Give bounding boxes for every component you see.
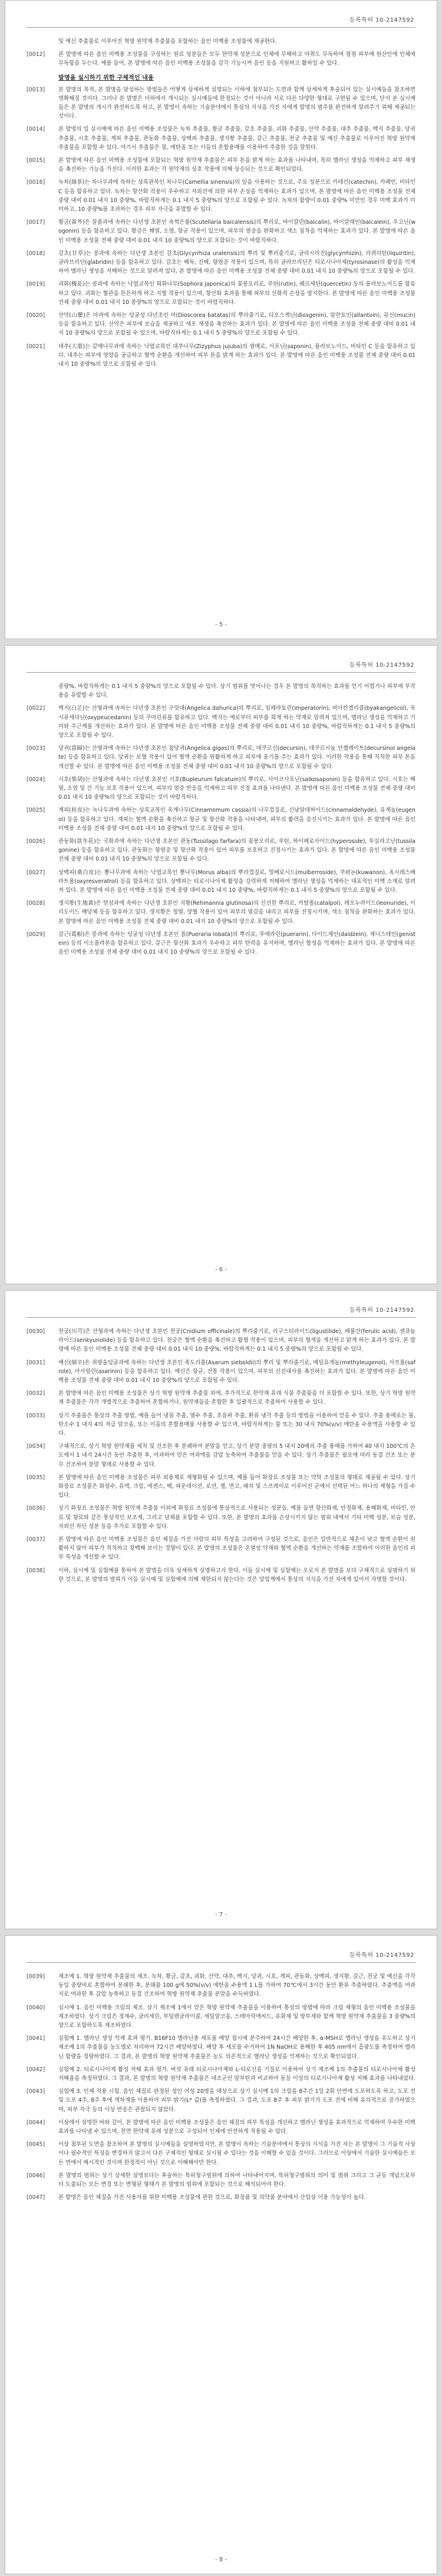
paragraph [27,2003,415,2031]
paragraph-text: 상기 추출물은 통상의 추출 방법, 예를 들어 냉침 추출, 열수 추출, 초음파 추출, 환류 냉각 추출 등의 방법을 이용하여 얻을 수 있다. 추출 용매로는 물, 탄소수 1 내지 4의 저급 알코올, 또는 이들의 혼합용매를 사용할 수 있으며, 바람직하게는 물 또는 30 내지 70%(v/v) 에탄올 수용액을 사용할 수 있다. [58,1412,415,1437]
paragraph-number: [0012] [27,51,45,58]
page-body [27,682,415,1256]
paragraph [27,2034,415,2061]
paragraph [27,744,415,771]
paragraph-text: 당귀(當歸)는 산형과에 속하는 다년생 초본인 참당귀(Angelica gigas)의 뿌리로, 데쿠르신(decursin), 데쿠르시놀 안젤레이트(decursinol angelate) 등을 함유하고 있다. 당귀는 보혈 작용이 있어 혈액 순환을 원활하게 하고 피부에 윤기를 주는 효과가 있다. 이러한 작용을 통해 칙칙한 피부 톤을 개선할 수 있다. 본 발명에 따른 음인 미백용 조성물 전체 중량 대비 0.01 내지 10 중량%의 양으로 포함될 수 있다. [58,745,415,770]
paragraph-number: [0013] [27,86,45,93]
paragraph-number: [0019] [27,281,45,288]
paragraph [27,311,415,338]
paragraph [27,2118,415,2136]
paragraph-text: 이하, 실시예 및 실험예를 통하여 본 발명을 더욱 상세하게 설명하고자 한다. 이들 실시예 및 실험예는 오로지 본 발명을 보다 구체적으로 설명하기 위한 것으로, 본 발명의 범위가 이들 실시예 및 실험예에 의해 제한되지 않는다는 것은 당업계에서 통상의 지식을 가진 자에게 있어서 자명할 것이다. [58,1567,415,1583]
paragraph [27,218,415,245]
paragraph [27,704,415,740]
paragraph-text: 상기 화장료 조성물은 혁방 원약재 추출물 이외에 화장료 조성물에 통상적으로 사용되는 성분들, 예를 들면 항산화제, 안정화제, 용해화제, 비타민, 안료 및 향료와 같은 통상적인 보조제, 그리고 담체를 포함할 수 있다. 또한, 본 발명의 효과를 손상시키지 않는 범위 내에서 기타 미백 성분, 보습 성분, 자외선 차단 성분 등을 추가로 포함할 수 있다. [58,1505,415,1530]
paragraph-number: [0021] [27,343,45,350]
paragraph-number: [0040] [27,2004,45,2011]
paragraph [27,178,415,214]
paragraph-text: 실험예 2. 티로시나아제 활성 저해 효과 평가. 버섯 유래 티로시나아제와 L-티로신을 기질로 이용하여 상기 제조예 1의 추출물의 티로시나아제 활성 저해율을 측정하였다. 그 결과, 본 발명의 혁방 원약재 추출물은 대조군인 알부틴과 비교하여 동등 이상의 티로시나아제 활성 저해 효과를 나타내었다. [58,2066,415,2082]
paragraph-number: [0045] [27,2141,45,2148]
paragraph-number: [0030] [27,1328,45,1335]
patent-number: 등록특허 10-2147592 [349,1952,414,1959]
paragraph-text: 갈근(葛根)은 콩과에 속하는 덩굴성 다년생 초본인 칡(Pueraria lobata)의 뿌리로, 푸에라린(puerarin), 다이드제인(daidzein), 제니스테인(genistein) 등의 이소플라본을 함유하고 있다. 갈근은 항산화 효과가 우수하고 피부 탄력을 유지하며, 멜라닌 합성을 억제하는 효과가 있다. 본 발명에 따른 음인 미백용 조성물 전체 중량 대비 0.01 내지 10 중량%의 양으로 포함될 수 있다. [58,931,415,956]
paragraph [27,50,415,68]
paragraph-text: 대추(大棗)는 갈매나무과에 속하는 낙엽교목인 대추나무(Zizyphus jujuba)의 열매로, 사포닌(saponin), 플라보노이드, 비타민 C 등을 함유하고 있다. 대추는 피부에 영양을 공급하고 혈액 순환을 개선하여 피부 톤을 밝게 하는 효과가 있다. 본 발명에 따른 음인 미백용 조성물 전체 중량 대비 0.01 내지 10 중량%의 양으로 포함될 수 있다. [58,343,415,368]
paragraph-text: 시호(柴胡)는 산형과에 속하는 다년생 초본인 시호(Bupleurum falcatum)의 뿌리로, 사이코사포닌(saikosaponin) 등을 함유하고 있다. 시호는 해열, 소염 및 간 기능 보호 작용이 있으며, 피부의 염증 반응을 억제하고 피부 진정 효과를 나타낸다. 본 발명에 따른 음인 미백용 조성물 전체 중량 대비 0.01 내지 10 중량%의 양으로 포함되는 것이 바람직하다. [58,776,415,801]
paragraph-text: 이상 첨부된 도면을 참조하여 본 발명의 실시예들을 설명하였지만, 본 발명이 속하는 기술분야에서 통상의 지식을 가진 자는 본 발명이 그 기술적 사상이나 필수적인 특징을 변경하지 않고서 다른 구체적인 형태로 실시될 수 있다는 것을 이해할 수 있을 것이다. 그러므로 이상에서 기술한 실시예들은 모든 면에서 예시적인 것이며 한정적이 아닌 것으로 이해해야만 한다. [58,2141,415,2166]
paragraph [27,249,415,276]
paragraph [27,1972,415,1999]
paragraph-text: 제조예 1. 혁방 원약재 추출물의 제조. 녹차, 황금, 감초, 괴화, 산약, 대추, 백지, 당귀, 시호, 계피, 관동화, 상백피, 생지황, 갈근, 천궁 및 예신을 각각 동일 중량비로 혼합하여 분쇄한 후, 분쇄물 100 g에 50%(v/v) 에탄올 수용액 1 L를 가하여 70℃에서 3시간 동안 환류 추출하였다. 추출액을 여과지로 여과한 후 감압 농축하고 동결 건조하여 혁방 원약재 추출물 분말을 수득하였다. [58,1973,415,1998]
paragraph [27,1411,415,1439]
paragraph-text: 생지황(生地黃)은 현삼과에 속하는 다년생 초본인 지황(Rehmannia glutinosa)의 신선한 뿌리로, 카탈폴(catalpol), 레오누라이드(leonuride), 이리도이드 배당체 등을 함유하고 있다. 생지황은 청열, 양혈 작용이 있어 피부의 열감을 내리고 피부를 진정시키며, 색소 침착을 완화하는 효과가 있다. 본 발명에 따른 음인 미백용 조성물 전체 중량 대비 0.01 내지 10 중량%의 양으로 포함될 수 있다. [58,900,415,925]
paragraph-text: 본 발명에 따른 음인 미백용 조성물에 포함되는 혁방 원약재 추출물은 피부 톤을 밝게 하는 효과를 나타내며, 특히 멜라닌 생성을 억제하고 피부 재생을 촉진하는 기능을 가진다. 이러한 효과는 각 원약재의 상호 작용에 의해 상승되는 것으로 확인되었다. [58,157,415,173]
paragraph [27,2193,415,2202]
paragraph-text: 본 발명에 따른 음인 미백용 조성물은 피부 외용제로 제형화될 수 있으며, 예를 들어 화장료 조성물 또는 약학 조성물의 형태로 제공될 수 있다. 상기 화장료 조성물은 화장수, 유액, 크림, 에센스, 팩, 파운데이션, 로션, 젤, 연고, 패치 및 스프레이로 이루어진 군에서 선택된 어느 하나의 제형을 가질 수 있다. [58,1474,415,1499]
paragraph-number: [0023] [27,745,45,752]
paragraph-number: [0027] [27,869,45,876]
paragraph [27,2171,415,2189]
paragraph-number: [0046] [27,2172,45,2179]
paragraph [27,806,415,833]
paragraph-text: 천궁(川芎)은 산형과에 속하는 다년생 초본인 천궁(Cnidium officinale)의 뿌리줄기로, 리구스티라이드(ligustilide), 페룰산(ferulic acid), 센큐놀라이드(senkyunolide) 등을 함유하고 있다. 천궁은 혈액 순환을 촉진하고 활혈 작용이 있으며, 피부의 혈색을 개선하고 맑게 하는 효과가 있다. 본 발명에 따른 음인 미백용 조성물 전체 중량 대비 0.01 내지 10 중량%, 바람직하게는 0.1 내지 5 중량%의 양으로 포함될 수 있다. [58,1328,415,1353]
paragraph-number: [0029] [27,931,45,938]
paragraph [27,1566,415,1584]
document-page-1 [5,0,437,639]
paragraph-text: 산약(山藥)은 마과에 속하는 덩굴성 다년초인 마(Dioscorea batatas)의 뿌리줄기로, 디오스게닌(diosgenin), 알란토인(allantoin), 뮤신(mucin) 등을 함유하고 있다. 산약은 피부에 보습을 제공하고 세포 재생을 촉진하는 효과가 있다. 본 발명에 따른 음인 미백용 조성물 전체 중량 대비 0.01 내지 10 중량%의 양으로 포함될 수 있으며, 바람직하게는 0.1 내지 5 중량%의 양으로 포함될 수 있다. [58,312,415,337]
paragraph-number: [0031] [27,1359,45,1366]
paragraph-number: [0017] [27,219,45,226]
paragraph-text: 본 발명의 범위는 상기 상세한 설명보다는 후술하는 특허청구범위에 의하여 나타내어지며, 특허청구범위의 의미 및 범위 그리고 그 균등 개념으로부터 도출되는 모든 변경 또는 변형된 형태가 본 발명의 범위에 포함되는 것으로 해석되어야 한다. [58,2172,415,2188]
paragraph-number: [0032] [27,1390,45,1397]
paragraph [27,125,415,152]
paragraph [27,85,415,121]
paragraph-number: [0018] [27,250,45,257]
paragraph-number: [0038] [27,1567,45,1574]
paragraph [27,2065,415,2083]
paragraph [27,280,415,307]
paragraph-text: 황금(黃芩)은 꿀풀과에 속하는 다년생 초본인 속썩은풀(Scutellaria baicalensis)의 뿌리로, 바이칼린(baicalin), 바이칼레인(baicalein), 우고닌(wogonin) 등을 함유하고 있다. 황금은 해열, 소염, 항균 작용이 있으며, 피부의 염증을 완화하고 색소 침착을 억제하는 효과가 있다. 본 발명에 따른 음인 미백용 조성물 전체 중량 대비 0.01 내지 10 중량%의 양으로 포함되는 것이 바람직하다. [58,219,415,244]
paragraph-number: [0024] [27,776,45,783]
header-rule [27,672,415,673]
document-page-4 [5,1935,437,2574]
paragraph-number: [0047] [27,2194,45,2201]
page-number: - 7 - [215,1912,227,1918]
paragraph-text: 계피(桂皮)는 녹나무과에 속하는 상록교목인 육계나무(Cinnamomum cassia)의 나무껍질로, 신남알데하이드(cinnamaldehyde), 유게놀(eugenol) 등을 함유하고 있다. 계피는 혈액 순환을 촉진하고 항균 및 항산화 작용을 나타내며, 피부의 활력을 증진시키는 효과가 있다. 본 발명에 따른 음인 미백용 조성물 전체 중량 대비 0.01 내지 10 중량%의 양으로 포함될 수 있다. [58,807,415,832]
paragraph-text: 본 발명의 일 실시예에 따른 음인 미백용 조성물은 녹차 추출물, 황금 추출물, 감초 추출물, 괴화 추출물, 산약 추출물, 대추 추출물, 백지 추출물, 당귀 추출물, 시호 추출물, 계피 추출물, 관동화 추출물, 상백피 추출물, 생지황 추출물, 갈근 추출물, 천궁 추출물 및 예신 추출물로 이루어진 혁방 원약재 추출물을 포함할 수 있다. 여기서 추출물은 물, 에탄올 또는 이들의 혼합용매를 이용하여 추출한 것을 말한다. [58,126,415,151]
paragraph [27,899,415,926]
paragraph [27,930,415,957]
paragraph-text: 녹차(綠茶)는 차나무과에 속하는 상록관목인 차나무(Camellia sinensis)의 잎을 사용하는 것으로, 주요 성분으로 카테킨(catechin), 카페인, 비타민 C 등을 함유하고 있다. 녹차는 항산화 작용이 우수하고 자외선에 의한 피부 손상을 억제하는 효과가 있으며, 본 발명에 따른 음인 미백용 조성물 전체 중량 대비 0.01 내지 10 중량%, 바람직하게는 0.1 내지 5 중량%의 양으로 포함될 수 있다. 녹차의 함량이 0.01 중량% 미만인 경우 미백 효과가 미미하고, 10 중량%를 초과하는 경우 피부 자극을 유발할 수 있다. [58,179,415,213]
paragraph-text: 예신(細辛)은 쥐방울덩굴과에 속하는 다년생 초본인 족도리풀(Asarum sieboldii)의 뿌리 및 뿌리줄기로, 메틸유게놀(methyleugenol), 사프롤(safrole), 아사릴린(asarinin) 등을 함유하고 있다. 예신은 항균, 진통 작용이 있으며, 피부의 신진대사를 촉진하는 효과가 있다. 본 발명에 따른 음인 미백용 조성물 전체 중량 대비 0.01 내지 10 중량%의 양으로 포함될 수 있다. [58,1359,415,1384]
paragraph-number: [0014] [27,126,45,133]
page-number: - 8 - [215,2557,227,2563]
paragraph-text: 중량%, 바람직하게는 0.1 내지 5 중량%의 양으로 포함될 수 있다. 상기 범위를 벗어나는 경우 본 발명의 목적하는 효과를 얻기 어렵거나 피부에 부작용을 유발할 수 있다. [58,683,415,699]
paragraph-text: 백지(白芷)는 산형과에 속하는 다년생 초본인 구릿대(Angelica dahurica)의 뿌리로, 임페라토린(imperatorin), 비아칸겔리콜(byakangelicol), 옥시퓨세다닌(oxypeucedanin) 등의 쿠마린류를 함유하고 있다. 백지는 예로부터 피부를 희게 하는 약재로 알려져 있으며, 멜라닌 생성을 억제하고 기미와 주근깨를 개선하는 효과가 있다. 본 발명에 따른 음인 미백용 조성물 전체 중량 대비 0.01 내지 10 중량%, 바람직하게는 0.1 내지 5 중량%의 양으로 포함될 수 있다. [58,705,415,739]
paragraph-text: 및 예신 추출물로 이루어진 혁방 원약재 추출물을 포함하는 음인 미백용 조성물에 제공한다. [58,38,277,45]
patent-number: 등록특허 10-2147592 [349,17,414,24]
paragraph [27,775,415,802]
paragraph-text: 실험예 1. 멜라닌 생성 억제 효과 평가. B16F10 멜라닌종 세포를 배양 접시에 분주하여 24시간 배양한 후, α-MSH로 멜라닌 생성을 유도하고 상기 제조예 1의 추출물을 농도별로 처리하여 72시간 배양하였다. 배양 후 세포를 수거하여 1N NaOH로 용해한 후 405 nm에서 흡광도를 측정하여 멜라닌 함량을 정량하였다. 그 결과, 본 발명의 혁방 원약재 추출물은 농도 의존적으로 멜라닌 생성을 억제하는 것으로 확인되었다. [58,2035,415,2060]
section-heading: 발명을 실시하기 위한 구체적인 내용 [58,74,154,81]
paragraph-text: 본 발명에 따른 음인 미백용 조성물을 구성하는 원료 성분들은 모두 한약재 성분으로 인체에 무해하고 마취도 무독하며 점점 피부에 원산인에 인체에 무독함을 두는다. 예를 들어, 본 발명에 따른 음인 미백용 조성물을 감각 기능시켜 음인 등을 지원하고 활하일 수 있다. [58,51,415,67]
paragraph [27,2140,415,2167]
paragraph [27,1504,415,1531]
paragraph-text: 본 발명에 따른 음인 미백용 조성물은 음인 체질을 가진 사람의 피부 특성을 고려하여 구성된 것으로, 음인은 일반적으로 체온이 낮고 혈액 순환이 원활하지 않아 피부가 칙칙하고 창백해 보이는 경향이 있다. 본 발명의 조성물은 온열성 약재와 혈액 순환을 개선하는 약재를 조합하여 이러한 음인의 피부 특성을 개선할 수 있다. [58,1536,415,1561]
paragraph-text: 실시예 1. 음인 미백용 크림의 제조. 상기 제조예 1에서 얻은 혁방 원약재 추출물을 이용하여 통상의 방법에 따라 크림 제형의 음인 미백용 조성물을 제조하였다. 상기 크림은 정제수, 글리세린, 부틸렌글라이콜, 세틸알코올, 스테아릭애씨드, 유화제 및 방부제와 함께 혁방 원약재 추출물을 3 중량%의 양으로 포함하도록 제조하였다. [58,2004,415,2029]
page-body [27,37,415,611]
document-page-2 [5,645,437,1284]
paragraph [27,1473,415,1500]
paragraph [27,1389,415,1407]
paragraph [27,2087,415,2114]
paragraph-text: 괴화(槐花)는 콩과에 속하는 낙엽교목인 회화나무(Sophora japonica)의 꽃봉오리로, 루틴(rutin), 퀘르세틴(quercetin) 등의 플라보노이드를 함유하고 있다. 괴화는 혈관을 튼튼하게 하고 지혈 작용이 있으며, 항산화 효과를 통해 피부의 산화적 손상을 방지한다. 본 발명에 따른 음인 미백용 조성물 전체 중량 대비 0.01 내지 10 중량%의 양으로 포함되는 것이 바람직하다. [58,281,415,306]
paragraph-text: 실험예 3. 인체 적용 시험. 음인 체질로 판정된 성인 여성 20명을 대상으로 상기 실시예 1의 크림을 8주간 1일 2회 안면에 도포하도록 하고, 도포 전 및 도포 4주, 8주 후에 색차계를 이용하여 피부 밝기(L* 값)를 측정하였다. 그 결과, 도포 8주 후 피부 밝기가 도포 전에 비해 유의적으로 증가하였으며, 피부 자극 등의 이상 반응은 관찰되지 않았다. [58,2088,415,2113]
paragraph-text: 본 발명의 목적, 본 발명을 달성하는 방법들은 어떻게 상세하게 설명되는 이하에 첨부되는 도면과 함께 상세하게 후술되어 있는 실시예들을 참조하면 명확해질 것이다. 그러나 본 발명은 이하에서 개시되는 실시예들에 한정되는 것이 아니라 서로 다른 다양한 형태로 구현될 수 있으며, 단지 본 실시예들은 본 발명의 개시가 완전하도록 하고, 본 발명이 속하는 기술분야에서 통상의 지식을 가진 자에게 발명의 범주를 완전하게 알려주기 위해 제공되는 것이다. [58,86,415,120]
paragraph-number: [0035] [27,1474,45,1481]
paragraph-number: [0042] [27,2066,45,2073]
paragraph [27,156,415,174]
paragraph [27,682,415,700]
paragraph-number: [0036] [27,1505,45,1512]
paragraph [27,1442,415,1469]
paragraph-text: 구체적으로, 상기 혁방 원약재를 세척 및 건조한 후 분쇄하여 분말을 얻고, 상기 분말 중량의 5 내지 20배의 추출 용매를 가하여 40 내지 100℃의 온도에서 1 내지 24시간 동안 추출한 후, 여과하여 얻은 여과액을 감압 농축하여 추출물을 얻을 수 있다. 상기 추출물은 필요에 따라 동결 건조 또는 분무 건조하여 분말 형태로 사용할 수 있다. [58,1443,415,1468]
paragraph-text: 관동화(款冬花)는 국화과에 속하는 다년생 초본인 관동(Tussilago farfara)의 꽃봉오리로, 루틴, 하이페로사이드(hyperoside), 투실라고닌(tussilagonine) 등을 함유하고 있다. 관동화는 항염증 및 항산화 작용이 있어 피부를 보호하고 진정시키는 효과가 있다. 본 발명에 따른 음인 미백용 조성물 전체 중량 대비 0.01 내지 10 중량%의 양으로 포함될 수 있다. [58,838,415,863]
paragraph-number: [0015] [27,157,45,164]
paragraph-text: 상백피(桑白皮)는 뽕나무과에 속하는 낙엽교목인 뽕나무(Morus alba)의 뿌리껍질로, 멀베로시드(mulberroside), 쿠와논(kuwanon), 옥시레스베라트롤(oxyresveratrol) 등을 함유하고 있다. 상백피는 티로시나아제 활성을 강력하게 저해하여 멜라닌 생성을 억제하는 대표적인 미백 소재로 알려져 있다. 본 발명에 따른 음인 미백용 조성물 전체 중량 대비 0.01 내지 10 중량%, 바람직하게는 0.1 내지 5 중량%의 양으로 포함될 수 있다. [58,869,415,894]
paragraph-number: [0039] [27,1973,45,1980]
paragraph-number: [0037] [27,1536,45,1543]
page-number: - 5 - [215,621,227,628]
paragraph [27,1535,415,1562]
paragraph-number: [0025] [27,807,45,814]
paragraph-number: [0044] [27,2119,45,2126]
paragraph [27,868,415,895]
header-rule [27,27,415,28]
patent-number: 등록특허 10-2147592 [349,1307,414,1314]
paragraph-number: [0034] [27,1443,45,1450]
paragraph [27,37,415,46]
paragraph [27,342,415,369]
paragraph-text: 감초(甘草)는 콩과에 속하는 다년생 초본인 감초(Glycyrrhiza uralensis)의 뿌리 및 뿌리줄기로, 글리시리진(glycyrrhizin), 리퀴리틴(liquiritin), 글라브리딘(glabridin) 등을 함유하고 있다. 감초는 해독, 진해, 항염증 작용이 있으며, 특히 글라브리딘은 티로시나아제(tyrosinase)의 활성을 억제하여 멜라닌 생성을 저해하는 것으로 알려져 있다. 본 발명에 따른 음인 미백용 조성물 전체 중량 대비 0.01 내지 10 중량%의 양으로 포함될 수 있다. [58,250,415,275]
paragraph-number: [0022] [27,705,45,712]
header-rule [27,1962,415,1963]
paragraph-number: [0020] [27,312,45,319]
paragraph [27,1358,415,1385]
page-body [27,1972,415,2547]
paragraph [27,837,415,864]
paragraph-number: [0026] [27,838,45,845]
paragraph-text: 본 발명에 따른 음인 미백용 조성물은 상기 혁방 원약재 추출물 외에, 추가적으로 한약재 유래 식물 추출물을 더 포함할 수 있다. 또한, 상기 혁방 원약재 추출물은 각각 개별적으로 추출하여 혼합하거나, 원약재들을 혼합한 후 일괄적으로 추출하여 사용할 수 있다. [58,1390,415,1406]
paragraph-number: [0016] [27,179,45,186]
page-number: - 6 - [215,1266,227,1273]
document-page-3 [5,1290,437,1929]
paragraph-number: [0043] [27,2088,45,2095]
header-rule [27,1317,415,1318]
paragraph-text: 이상에서 설명한 바와 같이, 본 발명에 따른 음인 미백용 조성물은 음인 체질의 피부 특성을 개선하고 멜라닌 생성을 효과적으로 억제하여 우수한 미백 효과를 나타낼 수 있으며, 천연 한약재 유래 성분으로 구성되어 인체에 안전하게 적용될 수 있다. [58,2119,415,2135]
paragraph-number: [0033] [27,1412,45,1419]
paragraph-number: [0041] [27,2035,45,2042]
paragraph-text: 본 발명은 음인 체질을 가진 사용자를 위한 미백용 조성물에 관한 것으로, 화장품 및 의약품 분야에서 산업상 이용 가능성이 높다. [58,2194,366,2201]
patent-number: 등록특허 10-2147592 [349,662,414,669]
page-body [27,1327,415,1902]
paragraph [27,1327,415,1354]
paragraph-number: [0028] [27,900,45,907]
